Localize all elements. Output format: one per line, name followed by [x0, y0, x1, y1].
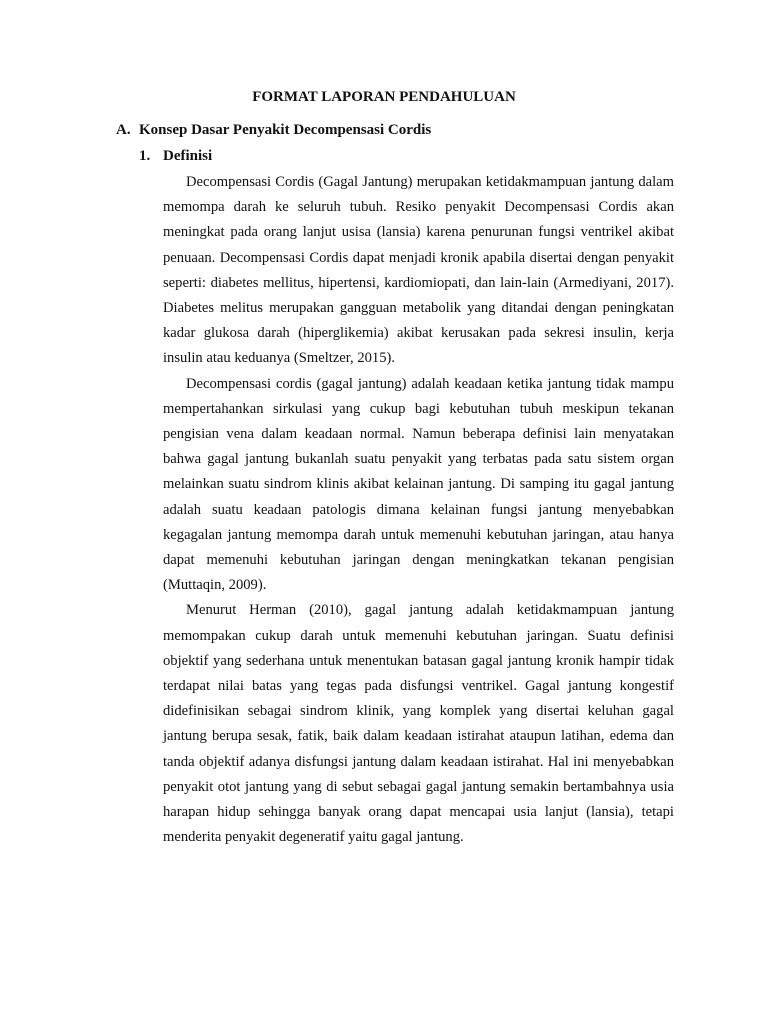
section-heading-text: Konsep Dasar Penyakit Decompensasi Cordis [139, 122, 432, 138]
paragraph: Decompensasi cordis (gagal jantung) adalah keadaan ketika jantung tidak mampu mempertahankan sirkulasi yang cukup bagi kebutuhan tubuh meskipun tekanan pengisian vena dalam keadaan normal. Namun beberapa definisi lain menyatakan bahwa gagal jantung bukanlah suatu penyakit yang terbatas pada satu sistem organ melainkan suatu sindrom klinis akibat kelainan jantung. Di samping itu gagal jantung adalah suatu keadaan patologis dimana kelainan fungsi jantung menyebabkan kegagalan jantung memompa darah untuk memenuhi kebutuhan jaringan, atau hanya dapat memenuhi kebutuhan jaringan dengan meningkatkan tekanan pengisian (Muttaqin, 2009). [163, 375, 674, 594]
subsection-heading [139, 146, 212, 166]
subsection-heading-text: Definisi [163, 148, 213, 164]
section-heading [116, 120, 431, 140]
subsection-marker: 1. [139, 148, 151, 164]
paragraph: Decompensasi Cordis (Gagal Jantung) merupakan ketidakmampuan jantung dalam memompa darah ke seluruh tubuh. Resiko penyakit Decompensasi Cordis akan meningkat pada orang lanjut usisa (lansia) karena penurunan fungsi ventrikel akibat penuaan. Decompensasi Cordis dapat menjadi kronik apabila disertai dengan penyakit seperti: diabetes mellitus, hipertensi, kardiomiopati, dan lain-lain (Armediyani, 2017). Diabetes melitus merupakan gangguan metabolik yang ditandai dengan peningkatan kadar glukosa darah (hiperglikemia) akibat kerusakan pada sekresi insulin, kerja insulin atau keduanya (Smeltzer, 2015). [163, 174, 674, 367]
section-marker: A. [116, 122, 131, 138]
document-title: FORMAT LAPORAN PENDAHULUAN [252, 89, 516, 105]
paragraph: Menurut Herman (2010), gagal jantung adalah ketidakmampuan jantung memompakan cukup darah untuk memenuhi kebutuhan jaringan. Suatu definisi objektif yang sederhana untuk menentukan batasan gagal jantung kronik hampir tidak terdapat nilai batas yang tegas pada disfungsi ventrikel. Gagal jantung kongestif didefinisikan sebagai sindrom klinik, yang komplek yang disertai keluhan gagal jantung berupa sesak, fatik, baik dalam keadaan istirahat ataupun latihan, edema dan tanda objektif adanya disfungsi jantung dalam keadaan istirahat. Hal ini menyebabkan penyakit otot jantung yang di sebut sebagai gagal jantung semakin bertambahnya usia harapan hidup sehingga banyak orang dapat mencapai usia lanjut (lansia), tetapi menderita penyakit degeneratif yaitu gagal jantung. [163, 602, 674, 846]
definition-body [163, 170, 674, 850]
